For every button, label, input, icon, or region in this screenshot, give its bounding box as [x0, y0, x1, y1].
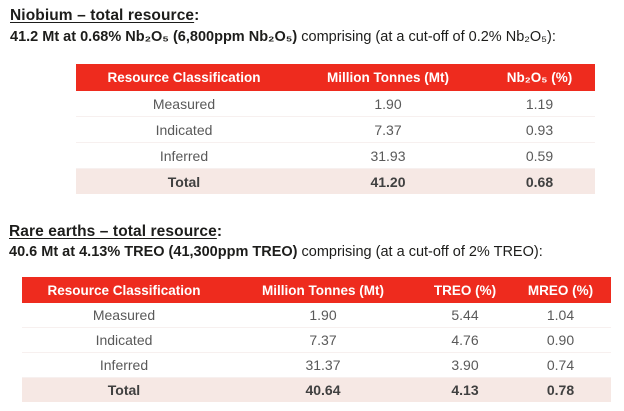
cell-tonnes: 31.93 — [292, 143, 484, 169]
cell-tonnes: 31.37 — [226, 353, 420, 378]
cell-treo: 5.44 — [420, 303, 510, 328]
table-row-indicated — [76, 117, 595, 143]
niobium-heading-colon: : — [194, 7, 200, 24]
cell-tonnes: 1.90 — [292, 91, 484, 117]
table-row-measured — [76, 91, 595, 117]
table-row-total — [22, 378, 611, 403]
rare-earths-heading-colon: : — [216, 223, 223, 240]
header-cell-tonnes: Million Tonnes (Mt) — [226, 277, 420, 303]
cell-classification: Total — [22, 378, 226, 403]
cell-treo: 3.90 — [420, 353, 510, 378]
cell-mreo: 0.90 — [510, 328, 611, 353]
cell-tonnes: 40.64 — [226, 378, 420, 403]
niobium-table-body — [76, 91, 595, 194]
cell-classification: Inferred — [76, 143, 292, 169]
cell-grade: 0.93 — [484, 117, 595, 143]
cell-treo: 4.76 — [420, 328, 510, 353]
header-row — [76, 64, 595, 91]
cell-classification: Measured — [22, 303, 226, 328]
table-row-inferred — [76, 143, 595, 169]
rare-earths-resource-table — [22, 277, 611, 402]
table-row-inferred — [22, 353, 611, 378]
rare-earths-subtitle-plain: comprising (at a cut-off of 2% TREO): — [297, 244, 543, 260]
header-cell-classification: Resource Classification — [76, 64, 292, 91]
cell-treo: 4.13 — [420, 378, 510, 403]
header-cell-nb2o5: Nb₂O₅ (%) — [484, 64, 595, 91]
niobium-table-header — [76, 64, 595, 91]
header-cell-classification: Resource Classification — [22, 277, 226, 303]
cell-tonnes: 41.20 — [292, 169, 484, 195]
cell-grade: 0.68 — [484, 169, 595, 195]
cell-classification: Total — [76, 169, 292, 195]
header-row — [22, 277, 611, 303]
cell-tonnes: 7.37 — [292, 117, 484, 143]
cell-classification: Inferred — [22, 353, 226, 378]
table-row-total — [76, 169, 595, 195]
niobium-section-heading — [10, 7, 199, 25]
table-row-indicated — [22, 328, 611, 353]
niobium-resource-table — [76, 64, 595, 194]
cell-classification: Indicated — [76, 117, 292, 143]
cell-classification: Indicated — [22, 328, 226, 353]
rare-earths-section-heading — [9, 223, 222, 241]
niobium-heading-text: Niobium – total resource — [10, 7, 195, 24]
header-cell-treo: TREO (%) — [420, 277, 510, 303]
cell-grade: 0.59 — [484, 143, 595, 169]
niobium-subtitle-bold: 41.2 Mt at 0.68% Nb₂O₅ (6,800ppm Nb₂O₅) — [10, 29, 298, 45]
rare-earths-table-header — [22, 277, 611, 303]
header-cell-tonnes: Million Tonnes (Mt) — [292, 64, 484, 91]
rare-earths-subtitle-bold: 40.6 Mt at 4.13% TREO (41,300ppm TREO) — [9, 244, 298, 260]
cell-tonnes: 1.90 — [226, 303, 420, 328]
cell-mreo: 0.74 — [510, 353, 611, 378]
table-row-measured — [22, 303, 611, 328]
cell-tonnes: 7.37 — [226, 328, 420, 353]
cell-mreo: 1.04 — [510, 303, 611, 328]
cell-grade: 1.19 — [484, 91, 595, 117]
rare-earths-subtitle — [9, 244, 543, 260]
header-cell-mreo: MREO (%) — [510, 277, 611, 303]
cell-mreo: 0.78 — [510, 378, 611, 403]
niobium-subtitle — [10, 29, 556, 45]
rare-earths-heading-text: Rare earths – total resource — [9, 223, 217, 240]
niobium-subtitle-plain: comprising (at a cut-off of 0.2% Nb₂O₅): — [297, 29, 556, 45]
cell-classification: Measured — [76, 91, 292, 117]
rare-earths-table-body — [22, 303, 611, 402]
